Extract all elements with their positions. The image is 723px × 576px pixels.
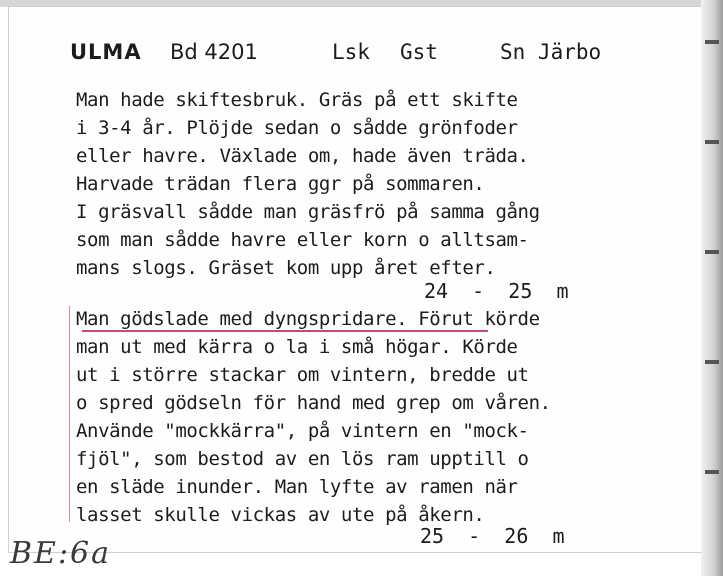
- text-line: Harvade trädan flera ggr på sommaren.: [76, 173, 485, 195]
- text-line: ut i större stackar om vintern, bredde ut: [76, 364, 529, 386]
- volume-number: Bd 4201: [170, 40, 258, 64]
- region-code-lsk: Lsk: [332, 40, 370, 64]
- card-header: [70, 40, 630, 72]
- text-line: i 3-4 år. Plöjde sedan o sådde grönfoder: [76, 117, 518, 139]
- page-reference: 24 - 25 m: [424, 279, 569, 303]
- stack-notch: [705, 250, 719, 254]
- text-line: o spred gödseln för hand med grep om våren.: [76, 392, 551, 414]
- text-line: en släde inunder. Man lyfte av ramen när: [76, 476, 518, 498]
- text-line: som man sådde havre eller korn o alltsam-: [76, 229, 529, 251]
- handwritten-archive-mark: BE:6a: [10, 536, 112, 571]
- place-name: Sn Järbo: [500, 40, 602, 64]
- text-line: mans slogs. Gräset kom upp året efter.: [76, 257, 496, 279]
- stack-notch: [705, 360, 719, 364]
- page-reference: 25 - 26 m: [420, 524, 565, 548]
- text-line: Man gödslade med dyngspridare. Förut körde: [76, 308, 540, 330]
- card-stack-edge: [701, 0, 723, 576]
- text-line: Använde "mockkärra", på vintern en "mock-: [76, 420, 529, 442]
- stack-notch: [705, 40, 719, 44]
- stack-notch: [705, 470, 719, 474]
- text-line: lasset skulle vickas av ute på åkern.: [76, 504, 485, 526]
- region-code-gst: Gst: [400, 40, 438, 64]
- margin-rule: [69, 306, 70, 522]
- parish-code: ULMA: [70, 40, 142, 64]
- text-line: I gräsvall sådde man gräsfrö på samma gång: [76, 201, 540, 223]
- paragraph-manuring: [76, 305, 676, 529]
- text-line: man ut med kärra o la i små högar. Körde: [76, 336, 518, 358]
- stack-notch: [705, 140, 719, 144]
- text-line: eller havre. Växlade om, hade även träda.: [76, 145, 529, 167]
- paragraph-crop-rotation: [76, 86, 676, 282]
- text-line: Man hade skiftesbruk. Gräs på ett skifte: [76, 89, 518, 111]
- text-line: fjöl", som bestod av en lös ram upptill o: [76, 448, 529, 470]
